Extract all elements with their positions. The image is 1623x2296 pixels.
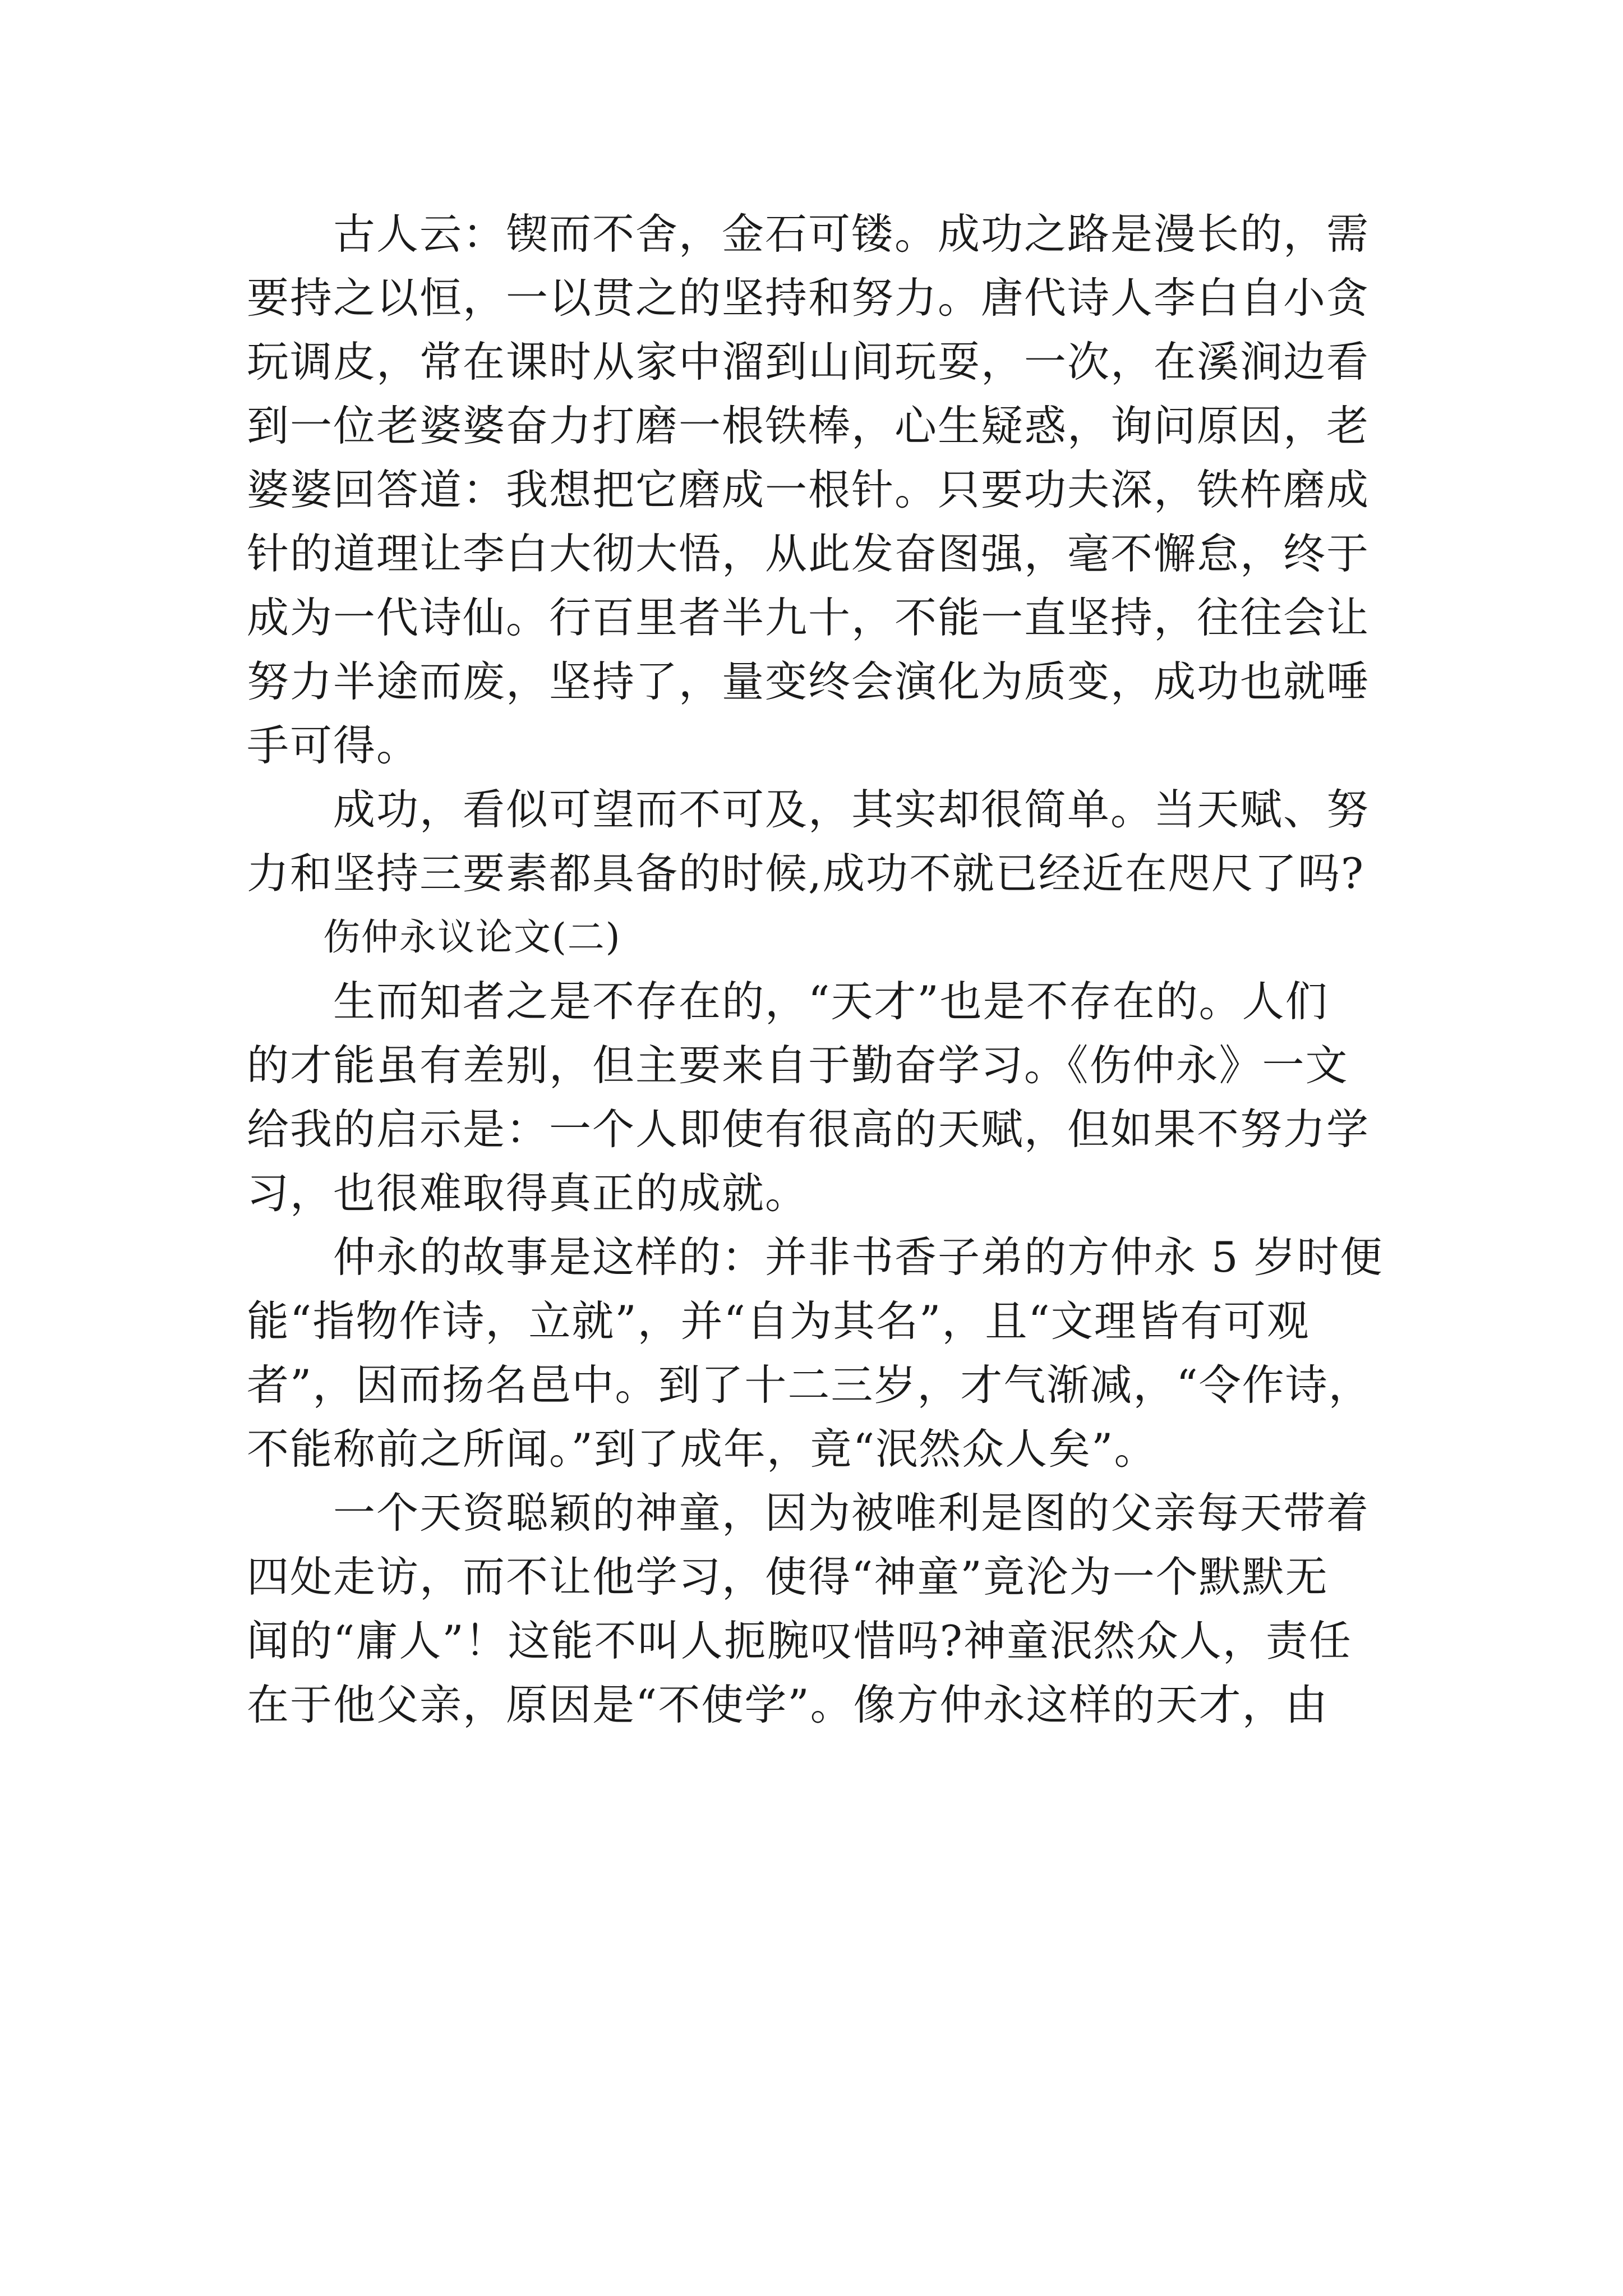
- text-line: 手可得。: [247, 721, 420, 770]
- text-line: 针的道理让李白大彻大悟，从此发奋图强，毫不懈怠，终于: [247, 529, 1370, 578]
- paragraph-story: [247, 1225, 1391, 1481]
- text-line: 成功，看似可望而不可及，其实却很简单。当天赋、努: [247, 785, 1370, 834]
- text-line: 仲永的故事是这样的：并非书香子弟的方仲永 5 岁时便: [247, 1232, 1384, 1282]
- text-line: 婆婆回答道：我想把它磨成一根针。只要功夫深，铁杵磨成: [247, 465, 1370, 514]
- text-line: 者”，因而扬名邑中。到了十二三岁，才气渐减，“令作诗，: [247, 1360, 1372, 1410]
- text-line: 努力半途而废，坚持了，量变终会演化为质变，成功也就唾: [247, 657, 1370, 706]
- section-title: 伤仲永议论文(二): [247, 915, 621, 959]
- paragraph-perseverance: [247, 202, 1391, 777]
- text-line: 能“指物作诗，立就”，并“自为其名”，且“文理皆有可观: [247, 1296, 1310, 1346]
- text-line: 的才能虽有差别，但主要来自于勤奋学习。《伤仲永》一文: [247, 1041, 1349, 1090]
- text-line: 闻的“庸人”！这能不叫人扼腕叹惜吗?神童泯然众人，责任: [247, 1616, 1352, 1665]
- text-line: 古人云：锲而不舍，金石可镂。成功之路是漫长的，需: [247, 209, 1370, 259]
- paragraph-intro: [247, 969, 1391, 1225]
- text-line: 到一位老婆婆奋力打磨一根铁棒，心生疑惑，询问原因，老: [247, 401, 1370, 450]
- text-line: 在于他父亲，原因是“不使学”。像方仲永这样的天才，由: [247, 1680, 1329, 1729]
- text-line: 生而知者之是不存在的，“天才”也是不存在的。人们: [247, 977, 1329, 1026]
- text-line: 要持之以恒，一以贯之的坚持和努力。唐代诗人李白自小贪: [247, 273, 1370, 323]
- text-line: 一个天资聪颖的神童，因为被唯利是图的父亲每天带着: [247, 1488, 1370, 1538]
- text-line: 力和坚持三要素都具备的时候,成功不就已经近在咫尺了吗?: [247, 849, 1365, 898]
- text-line: 不能称前之所闻。”到了成年，竟“泯然众人矣”。: [247, 1424, 1158, 1474]
- section-heading: [247, 905, 1391, 969]
- text-line: 成为一代诗仙。行百里者半九十，不能一直坚持，往往会让: [247, 593, 1370, 642]
- paragraph-analysis: [247, 1481, 1391, 1737]
- text-line: 四处走访，而不让他学习，使得“神童”竟沦为一个默默无: [247, 1552, 1329, 1602]
- text-line: 习，也很难取得真正的成就。: [247, 1168, 809, 1218]
- document-body: [247, 202, 1391, 1737]
- text-line: 给我的启示是：一个人即使有很高的天赋，但如果不努力学: [247, 1105, 1370, 1154]
- text-line: 玩调皮，常在课时从家中溜到山间玩耍，一次，在溪涧边看: [247, 337, 1370, 386]
- paragraph-success-summary: [247, 777, 1391, 905]
